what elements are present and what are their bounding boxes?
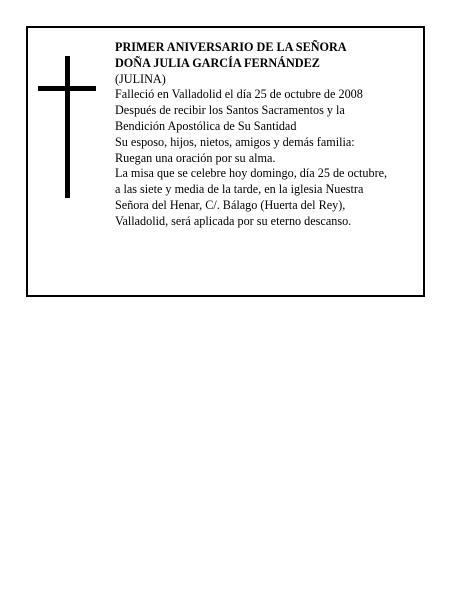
notice-text (115, 40, 415, 230)
latin-cross-icon (38, 56, 96, 198)
notice-sacraments-line: Después de recibir los Santos Sacramentos y la (115, 103, 345, 118)
notice-deceased-name: DOÑA JULIA GARCÍA FERNÁNDEZ (115, 55, 320, 70)
notice-closing-line: Valladolid, será aplicada por su eterno descanso. (115, 213, 352, 228)
notice-heading-line: PRIMER ANIVERSARIO DE LA SEÑORA (115, 40, 347, 54)
notice-nickname: (JULINA) (115, 71, 166, 86)
notice-mass-time-line: a las siete y media de la tarde, en la iglesia Nuestra (115, 182, 364, 197)
notice-blessing-line: Bendición Apostólica de Su Santidad (115, 118, 297, 133)
notice-prayer-line: Ruegan una oración por su alma. (115, 150, 276, 165)
obituary-notice (26, 26, 425, 297)
notice-church-line: Señora del Henar, C/. Bálago (Huerta del Rey), (115, 197, 346, 212)
notice-mass-line: La misa que se celebre hoy domingo, día 25 de octubre, (115, 166, 388, 181)
notice-death-date: Falleció en Valladolid el día 25 de octubre de 2008 (115, 87, 363, 102)
notice-family-line: Su esposo, hijos, nietos, amigos y demás familia: (115, 134, 355, 149)
